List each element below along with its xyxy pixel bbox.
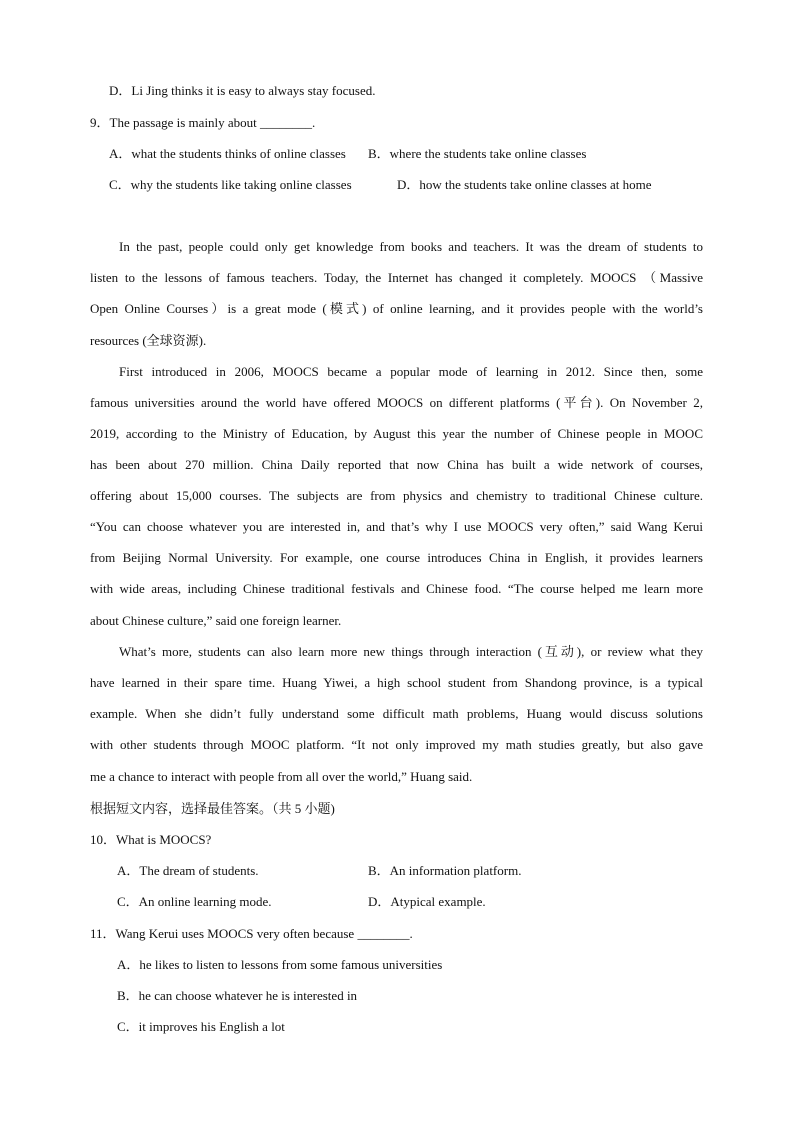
q10-option-c[interactable]: C．An online learning mode. [117,894,272,909]
q11-option-b[interactable]: B．he can choose whatever he is interested in [117,988,358,1003]
passage-line: example. When she didn’t fully understand some difficult math problems, Huang would discuss solutions [90,706,703,721]
passage-line: from Beijing Normal University. For example, one course introduces China in English, it provides learners [90,550,703,565]
q10-option-a[interactable]: A．The dream of students. [117,863,259,878]
passage-line: Open Online Courses）is a great mode (模式) of online learning, and it provides people with the world’s [90,301,703,316]
passage-line: 2019, according to the Ministry of Education, by August this year the number of Chinese people in MOOC [90,426,703,441]
passage-line: famous universities around the world have offered MOOCS on different platforms (平台). On November 2, [90,395,703,410]
q11-stem: 11．Wang Kerui uses MOOCS very often because ________. [90,926,413,941]
q9-option-d[interactable]: D．how the students take online classes at home [397,177,652,192]
passage-line: First introduced in 2006, MOOCS became a popular mode of learning in 2012. Since then, some [119,364,703,379]
q9-option-b[interactable]: B．where the students take online classes [368,146,587,161]
passage-line: has been about 270 million. China Daily reported that now China has built a wide network of courses, [90,457,703,472]
passage-line: In the past, people could only get knowledge from books and teachers. It was the dream of students to [119,239,703,254]
q10-option-d[interactable]: D．Atypical example. [368,894,486,909]
passage-line: resources (全球资源). [90,333,207,348]
q11-option-c[interactable]: C．it improves his English a lot [117,1019,285,1034]
q10-option-b[interactable]: B．An information platform. [368,863,522,878]
passage-line: with wide areas, including Chinese traditional festivals and Chinese food. “The course helped me learn more [90,581,703,596]
q8-option-d[interactable]: D．Li Jing thinks it is easy to always stay focused. [109,83,376,98]
passage-line: about Chinese culture,” said one foreign learner. [90,613,342,628]
passage-line: me a chance to interact with people from all over the world,” Huang said. [90,769,473,784]
section-instruction: 根据短文内容，选择最佳答案。（共 5 小题) [90,801,335,816]
q10-stem: 10．What is MOOCS? [90,832,212,847]
q9-option-a[interactable]: A．what the students thinks of online classes [109,146,346,161]
passage-line: offering about 15,000 courses. The subjects are from physics and chemistry to traditional Chinese culture. [90,488,703,503]
q9-stem: 9．The passage is mainly about ________. [90,115,316,130]
passage-line: “You can choose whatever you are interested in, and that’s why I use MOOCS very often,” said Wang Kerui [90,519,703,534]
passage-line: listen to the lessons of famous teachers. Today, the Internet has changed it completely. MOOCS （Massive [90,270,703,285]
passage-line: with other students through MOOC platform. “It not only improved my math studies greatly, but also gave [90,737,703,752]
q11-option-a[interactable]: A．he likes to listen to lessons from some famous universities [117,957,443,972]
q9-option-c[interactable]: C．why the students like taking online classes [109,177,352,192]
passage-line: What’s more, students can also learn more new things through interaction (互动), or review what they [119,644,703,659]
passage-line: have learned in their spare time. Huang Yiwei, a high school student from Shandong province, is a typical [90,675,703,690]
